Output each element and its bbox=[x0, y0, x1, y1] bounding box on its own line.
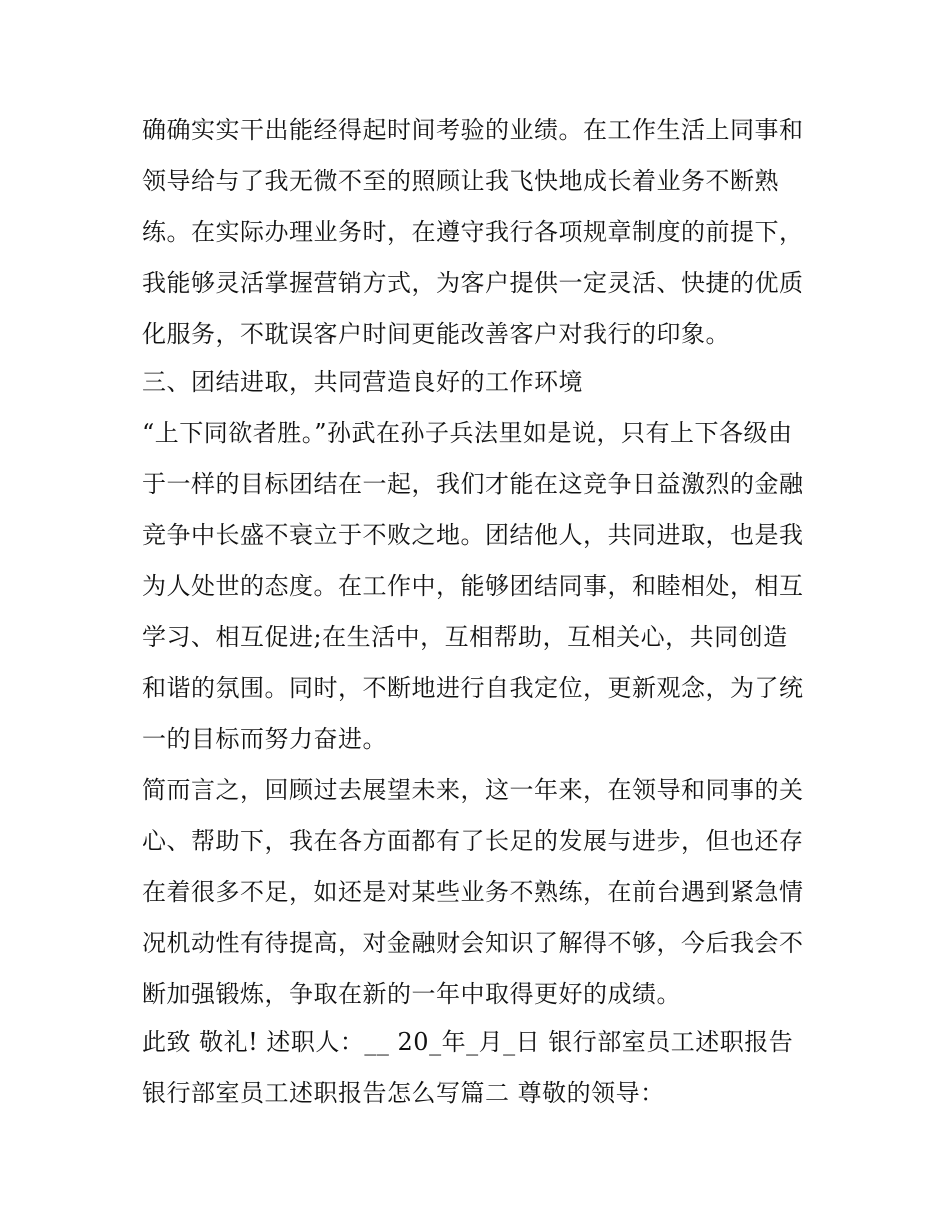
text-line: 简而言之，回顾过去展望未来，这一年来，在领导和同事的关 bbox=[142, 776, 804, 804]
text-line: 为人处世的态度。在工作中，能够团结同事，和睦相处，相互 bbox=[142, 572, 804, 600]
text-line: 于一样的目标团结在一起，我们才能在这竞争日益激烈的金融 bbox=[142, 470, 804, 498]
text-line: 在着很多不足，如还是对某些业务不熟练，在前台遇到紧急情 bbox=[142, 878, 804, 906]
text-line: 确确实实干出能经得起时间考验的业绩。在工作生活上同事和 bbox=[142, 116, 804, 144]
text-line: 况机动性有待提高，对金融财会知识了解得不够，今后我会不 bbox=[142, 929, 804, 957]
text-line: 化服务，不耽误客户时间更能改善客户对我行的印象。 bbox=[142, 320, 730, 348]
text-line: 此致 敬礼! 述职人：__ 20_年_月_日 银行部室员工述职报告 bbox=[142, 1028, 794, 1056]
section-heading: 三、团结进取，共同营造良好的工作环境 bbox=[142, 368, 583, 396]
text-line: 心、帮助下，我在各方面都有了长足的发展与进步，但也还存 bbox=[142, 827, 804, 855]
text-line: 断加强锻炼，争取在新的一年中取得更好的成绩。 bbox=[142, 980, 681, 1008]
text-line: 领导给与了我无微不至的照顾让我飞快地成长着业务不断熟 bbox=[142, 167, 779, 195]
text-line: 银行部室员工述职报告怎么写篇二 尊敬的领导： bbox=[142, 1079, 665, 1107]
text-line: 竞争中长盛不衰立于不败之地。团结他人，共同进取，也是我 bbox=[142, 521, 804, 549]
text-line: 一的目标而努力奋进。 bbox=[142, 725, 387, 753]
text-line: 和谐的氛围。同时，不断地进行自我定位，更新观念，为了统 bbox=[142, 674, 804, 702]
text-line: 练。在实际办理业务时，在遵守我行各项规章制度的前提下， bbox=[142, 218, 804, 246]
text-line: 学习、相互促进;在生活中，互相帮助，互相关心，共同创造 bbox=[142, 623, 788, 651]
text-line: 我能够灵活掌握营销方式，为客户提供一定灵活、快捷的优质 bbox=[142, 269, 804, 297]
text-line: “上下同欲者胜。”孙武在孙子兵法里如是说，只有上下各级由 bbox=[142, 419, 793, 447]
